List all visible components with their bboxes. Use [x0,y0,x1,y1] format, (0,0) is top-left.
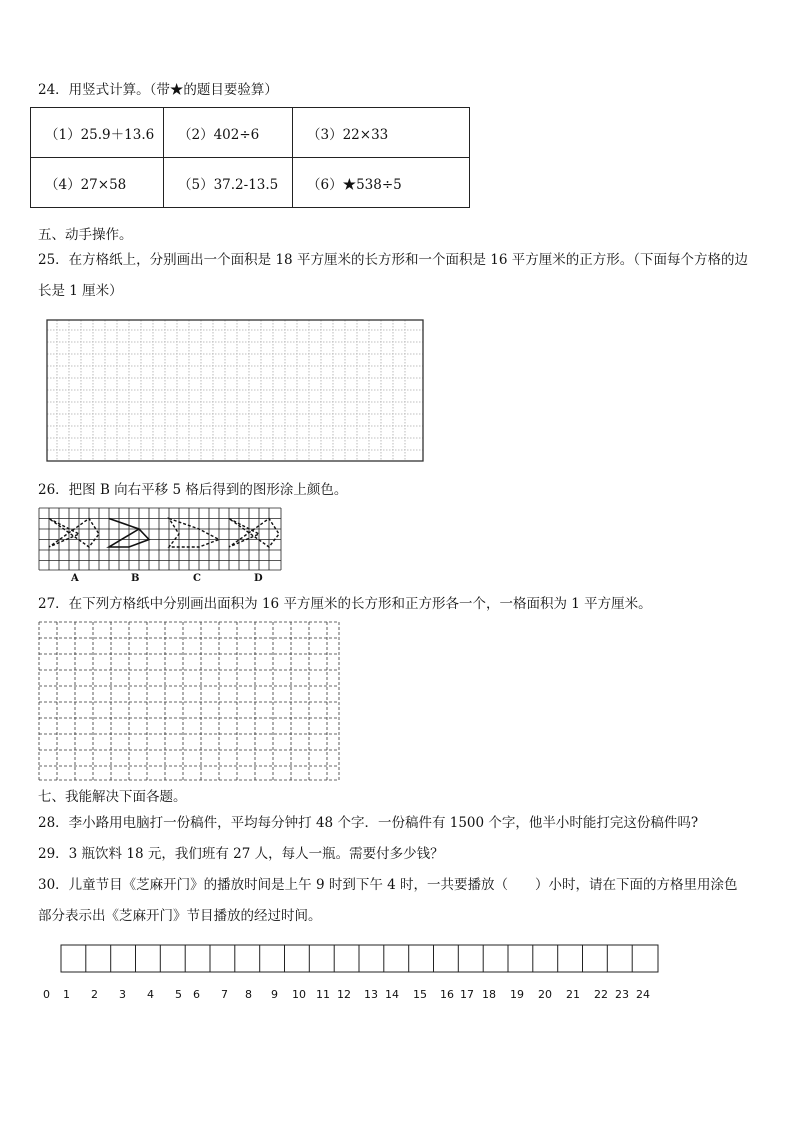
q26-shape-grid [38,507,282,571]
table-row [31,158,470,208]
tick-label: 1 [63,988,70,1001]
section-5-heading: 五、动手操作。 [38,227,133,243]
tick-label: 9 [271,988,278,1001]
q30-time-bar[interactable] [60,944,660,974]
q26-text: 26．把图 B 向右平移 5 格后得到的图形涂上颜色。 [38,482,348,498]
tick-label: 18 [482,988,496,1001]
tick-label: 7 [221,988,228,1001]
tick-label: 19 [510,988,524,1001]
q29-text: 29．3 瓶饮料 18 元，我们班有 27 人，每人一瓶。需要付多少钱？ [38,846,444,862]
q28-text: 28．李小路用电脑打一份稿件，平均每分钟打 48 个字．一份稿件有 1500 个字，他半小时能打完这份稿件吗? [38,815,699,831]
table-cell: （3）22×33 [293,108,470,158]
calculation-table [30,107,470,208]
q25-grid-paper[interactable] [45,318,425,463]
tick-label: 14 [385,988,399,1001]
tick-label: 21 [566,988,580,1001]
tick-label: 23 [615,988,629,1001]
label-b: B [131,573,140,584]
tick-label: 15 [413,988,427,1001]
tick-label: 16 [440,988,454,1001]
table-row [31,108,470,158]
label-d: D [254,573,263,584]
q24-title: 24．用竖式计算。（带★的题目要验算） [38,82,278,98]
q30-line2: 部分表示出《芝麻开门》节目播放的经过时间。 [38,908,322,924]
q30-line1: 30．儿童节目《芝麻开门》的播放时间是上午 9 时到下午 4 时，一共要播放（ ）小时，请在下面的方格里用涂色 [38,877,738,893]
tick-label: 11 [316,988,330,1001]
tick-label: 0 [43,988,50,1001]
figure-d [229,519,279,548]
tick-label: 4 [147,988,154,1001]
table-cell: （6）★538÷5 [293,158,470,208]
figure-a [49,519,99,548]
tick-label: 12 [337,988,351,1001]
q25-line2: 长是 1 厘米） [38,283,123,299]
q27-grid-paper[interactable] [38,621,340,781]
table-cell: （5）37.2-13.5 [164,158,293,208]
tick-label: 6 [193,988,200,1001]
tick-label: 8 [245,988,252,1001]
tick-label: 13 [364,988,378,1001]
tick-label: 10 [292,988,306,1001]
tick-label: 2 [91,988,98,1001]
table-cell: （1）25.9＋13.6 [31,108,164,158]
q25-line1: 25．在方格纸上，分别画出一个面积是 18 平方厘米的长方形和一个面积是 16 平方厘米的正方形。（下面每个方格的边 [38,252,748,268]
q27-text: 27．在下列方格纸中分别画出面积为 16 平方厘米的长方形和正方形各一个，一格面积为 1 平方厘米。 [38,596,652,612]
table-cell: （4）27×58 [31,158,164,208]
section-7-heading: 七、我能解决下面各题。 [38,789,187,805]
tick-label: 24 [636,988,650,1001]
tick-label: 17 [460,988,474,1001]
figure-c [169,519,219,548]
label-c: C [193,573,201,584]
label-a: A [71,573,79,584]
tick-label: 3 [119,988,126,1001]
tick-label: 22 [594,988,608,1001]
tick-label: 20 [538,988,552,1001]
tick-label: 5 [175,988,182,1001]
table-cell: （2）402÷6 [164,108,293,158]
